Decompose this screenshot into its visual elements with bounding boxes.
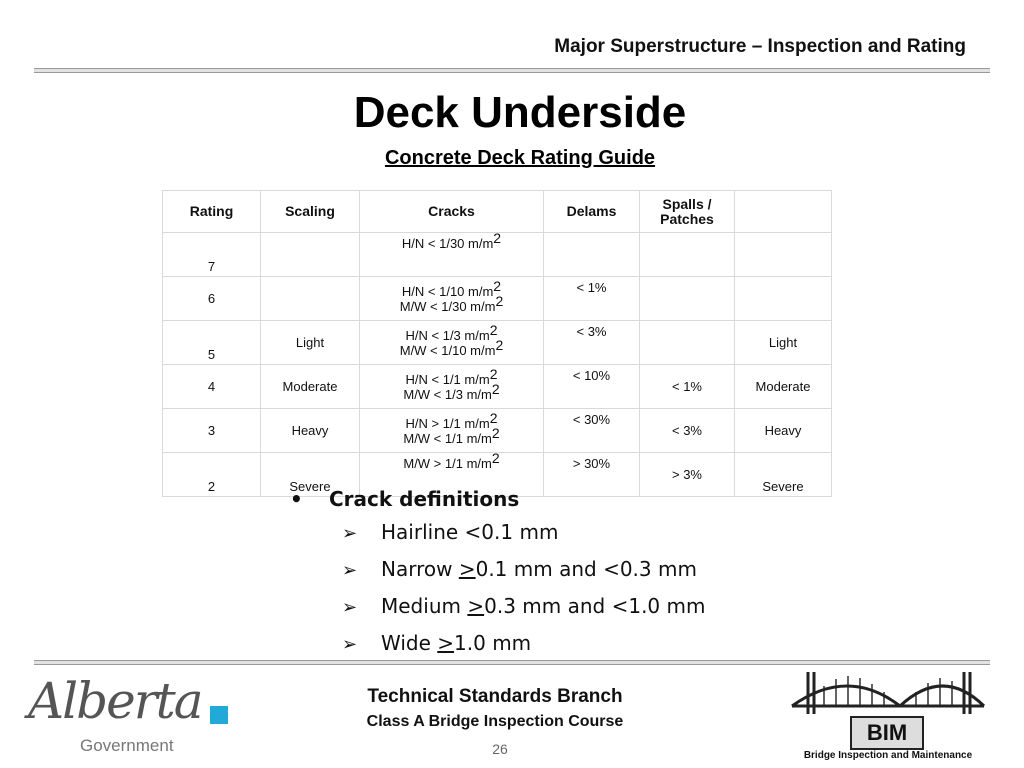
header-scaling: Scaling — [261, 191, 360, 233]
crack-line: M/W < 1/10 m/m — [399, 342, 496, 358]
header-patches: Patches — [660, 210, 714, 227]
cell-scaling — [261, 233, 360, 277]
header-cracks: Cracks — [360, 191, 544, 233]
page-number: 26 — [492, 741, 508, 757]
cell-cracks — [360, 321, 544, 365]
cell-delams: < 10% — [544, 365, 640, 409]
table-row — [163, 365, 832, 409]
item-rest: 0.1 mm — [481, 520, 559, 544]
cell-rating: 3 — [163, 409, 261, 453]
header-spalls: Spalls / — [662, 195, 712, 212]
item-name: Medium — [381, 594, 461, 618]
table-row — [163, 409, 832, 453]
bim-text: BIM — [850, 716, 924, 750]
crack-line: M/W > 1/1 m/m — [403, 456, 492, 471]
crack-definitions — [290, 484, 705, 662]
item-operator: > — [467, 594, 485, 618]
cell-delams: > 30% — [544, 453, 640, 497]
squared-mark: 2 — [495, 292, 504, 309]
squared-mark: 2 — [493, 277, 502, 294]
cell-scaling: Light — [261, 321, 360, 365]
crack-line: H/N < 1/3 m/m — [405, 327, 490, 343]
table-header-row — [163, 191, 832, 233]
list-item — [290, 551, 705, 588]
rating-table — [162, 190, 832, 497]
cell-spalls — [640, 233, 735, 277]
cell-cracks — [360, 277, 544, 321]
cell-patches — [735, 277, 832, 321]
crack-line: M/W < 1/30 m/m — [399, 298, 496, 314]
header-divider — [34, 68, 990, 73]
header-title: Major Superstructure – Inspection and Rating — [554, 36, 966, 57]
bim-logo — [788, 662, 988, 766]
arrow-bullet-icon: ➢ — [342, 523, 358, 544]
squared-mark: 2 — [489, 409, 498, 426]
list-item — [290, 588, 705, 625]
cell-delams: < 1% — [544, 277, 640, 321]
table-row — [163, 321, 832, 365]
definitions-heading-text: Crack definitions — [329, 487, 520, 511]
cell-patches: Light — [735, 321, 832, 365]
item-rest: 0.3 mm and <1.0 mm — [484, 594, 706, 618]
cell-rating: 5 — [163, 321, 261, 365]
item-rest: 0.1 mm and <0.3 mm — [475, 557, 697, 581]
squared-mark: 2 — [489, 365, 498, 382]
cell-delams: < 30% — [544, 409, 640, 453]
cell-delams: < 3% — [544, 321, 640, 365]
squared-mark: 2 — [491, 424, 500, 441]
header-delams: Delams — [544, 191, 640, 233]
cell-patches: Heavy — [735, 409, 832, 453]
cell-patches: Moderate — [735, 365, 832, 409]
cell-scaling: Heavy — [261, 409, 360, 453]
cell-spalls: < 1% — [640, 365, 735, 409]
cell-spalls: < 3% — [640, 409, 735, 453]
crack-line: H/N > 1/1 m/m — [405, 415, 490, 431]
item-rest: 1.0 mm — [454, 631, 532, 655]
squared-mark: 2 — [489, 321, 498, 338]
cell-cracks — [360, 230, 544, 277]
alberta-government-text: Government — [80, 736, 174, 755]
cell-rating: 2 — [163, 453, 261, 497]
cell-scaling: Severe — [261, 453, 360, 497]
cell-cracks — [360, 365, 544, 409]
cell-patches: Severe — [735, 453, 832, 497]
squared-mark: 2 — [495, 336, 504, 353]
crack-line: M/W < 1/3 m/m — [403, 386, 492, 402]
cell-patches — [735, 233, 832, 277]
cell-scaling — [261, 277, 360, 321]
arrow-bullet-icon: ➢ — [342, 597, 358, 618]
crack-line: H/N < 1/30 m/m — [401, 236, 494, 251]
crack-line: M/W < 1/1 m/m — [403, 430, 492, 446]
squared-mark: 2 — [493, 230, 502, 246]
crack-line: H/N < 1/1 m/m — [405, 371, 490, 387]
alberta-wordmark: Alberta — [28, 672, 202, 730]
table-row — [163, 233, 832, 277]
footer-branch: Technical Standards Branch — [367, 686, 623, 707]
cell-delams — [544, 233, 640, 277]
arrow-bullet-icon: ➢ — [342, 634, 358, 655]
cell-spalls — [640, 277, 735, 321]
item-name: Narrow — [381, 557, 453, 581]
cell-cracks — [360, 409, 544, 453]
page-title: Deck Underside — [353, 88, 687, 137]
list-item — [290, 625, 705, 662]
item-operator: > — [458, 557, 476, 581]
page-subtitle: Concrete Deck Rating Guide — [384, 147, 656, 169]
cell-rating: 6 — [163, 277, 261, 321]
cell-spalls: > 3% — [640, 453, 735, 497]
header-blank — [735, 191, 832, 233]
bullet-icon: • — [290, 487, 303, 511]
item-operator: < — [464, 520, 482, 544]
cell-spalls — [640, 321, 735, 365]
cell-rating: 7 — [163, 233, 261, 277]
arrow-bullet-icon: ➢ — [342, 560, 358, 581]
definitions-heading — [290, 484, 705, 514]
list-item — [290, 514, 705, 551]
item-name: Hairline — [381, 520, 459, 544]
bim-caption: Bridge Inspection and Maintenance — [803, 750, 973, 761]
header-spalls-patches — [640, 191, 735, 233]
table-row — [163, 277, 832, 321]
cell-scaling: Moderate — [261, 365, 360, 409]
crack-line: H/N < 1/10 m/m — [401, 283, 494, 299]
item-operator: > — [437, 631, 455, 655]
squared-mark: 2 — [491, 380, 500, 397]
item-name: Wide — [381, 631, 431, 655]
footer-course: Class A Bridge Inspection Course — [366, 713, 624, 730]
header-rating: Rating — [163, 191, 261, 233]
squared-mark: 2 — [491, 450, 500, 466]
cell-rating: 4 — [163, 365, 261, 409]
